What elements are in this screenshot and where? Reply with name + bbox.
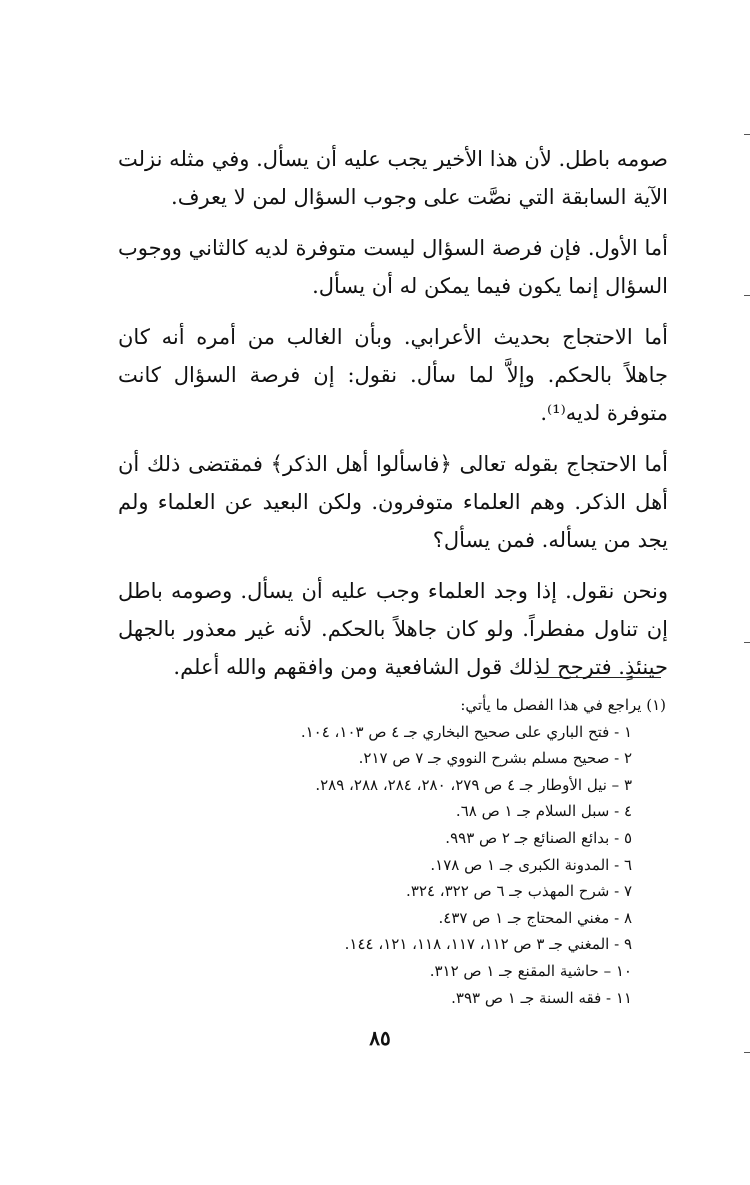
footnote-item: ٣ – نيل الأوطار جـ ٤ ص ٢٧٩، ٢٨٠، ٢٨٤، ٢٨٨، ٢٨٩. [315, 775, 632, 794]
paragraph-1: صومه باطل. لأن هذا الأخير يجب عليه أن يسأل. وفي مثله نزلت الآية السابقة التي نصَّت على وجوب السؤال لمن لا يعرف. [118, 147, 668, 209]
paragraph-3: أما الاحتجاج بحديث الأعرابي. وبأن الغالب من أمره أنه كان جاهلاً بالحكم. وإلاَّ لما سأل. نقول: إن فرصة السؤال كانت متوفرة لديه⁽¹⁾. [118, 325, 668, 425]
footnote-divider [537, 677, 661, 678]
page-edge-mark [744, 642, 750, 643]
footnote-item: ٤ - سبل السلام جـ ١ ص ٦٨. [455, 802, 632, 821]
footnote-item: ١ - فتح الباري على صحيح البخاري جـ ٤ ص ١٠٣، ١٠٤. [300, 722, 632, 741]
footnote-item: ٧ - شرح المهذب جـ ٦ ص ٣٢٢، ٣٢٤. [406, 882, 632, 901]
footnote-list [118, 719, 666, 1012]
footnote-item: ٩ - المغني جـ ٣ ص ١١٢، ١١٧، ١١٨، ١٢١، ١٤٤. [344, 935, 632, 954]
footnote-item: ٦ - المدونة الكبرى جـ ١ ص ١٧٨. [430, 855, 632, 874]
page-edge-mark [744, 1052, 750, 1053]
footnote-item: ٥ - بدائع الصنائع جـ ٢ ص ٩٩٣. [445, 828, 632, 847]
footnote-item: ٨ - مغني المحتاج جـ ١ ص ٤٣٧. [438, 908, 632, 927]
footnotes-block [118, 692, 666, 1011]
footnote-item: ١١ - فقه السنة جـ ١ ص ٣٩٣. [451, 988, 632, 1007]
footnote-item: ١٠ – حاشية المقنع جـ ١ ص ٣١٢. [429, 961, 632, 980]
main-text-block [118, 140, 668, 699]
page-edge-mark [744, 295, 750, 296]
paragraph-4: أما الاحتجاج بقوله تعالى ﴿فاسألوا أهل الذكر﴾ فمقتضى ذلك أن أهل الذكر. وهم العلماء متوفرون. ولكن البعيد عن العلماء ولم يجد من يسأله. فمن يسأل؟ [118, 452, 668, 552]
paragraph-2: أما الأول. فإن فرصة السؤال ليست متوفرة لديه كالثاني ووجوب السؤال إنما يكون فيما يمكن له أن يسأل. [118, 236, 668, 298]
footnote-item: ٢ - صحيح مسلم بشرح النووي جـ ٧ ص ٢١٧. [358, 749, 632, 768]
paragraph-5: ونحن نقول. إذا وجد العلماء وجب عليه أن يسأل. وصومه باطل إن تناول مفطراً. ولو كان جاهلاً بالحكم. لأنه غير معذور بالجهل حينئذٍ. فترجح لذلك قول الشافعية ومن وافقهم والله أعلم. [118, 579, 668, 679]
page-edge-mark [744, 134, 750, 135]
footnote-heading: (١) يراجع في هذا الفصل ما يأتي: [460, 696, 666, 714]
page-number: ٨٥ [369, 1026, 391, 1050]
